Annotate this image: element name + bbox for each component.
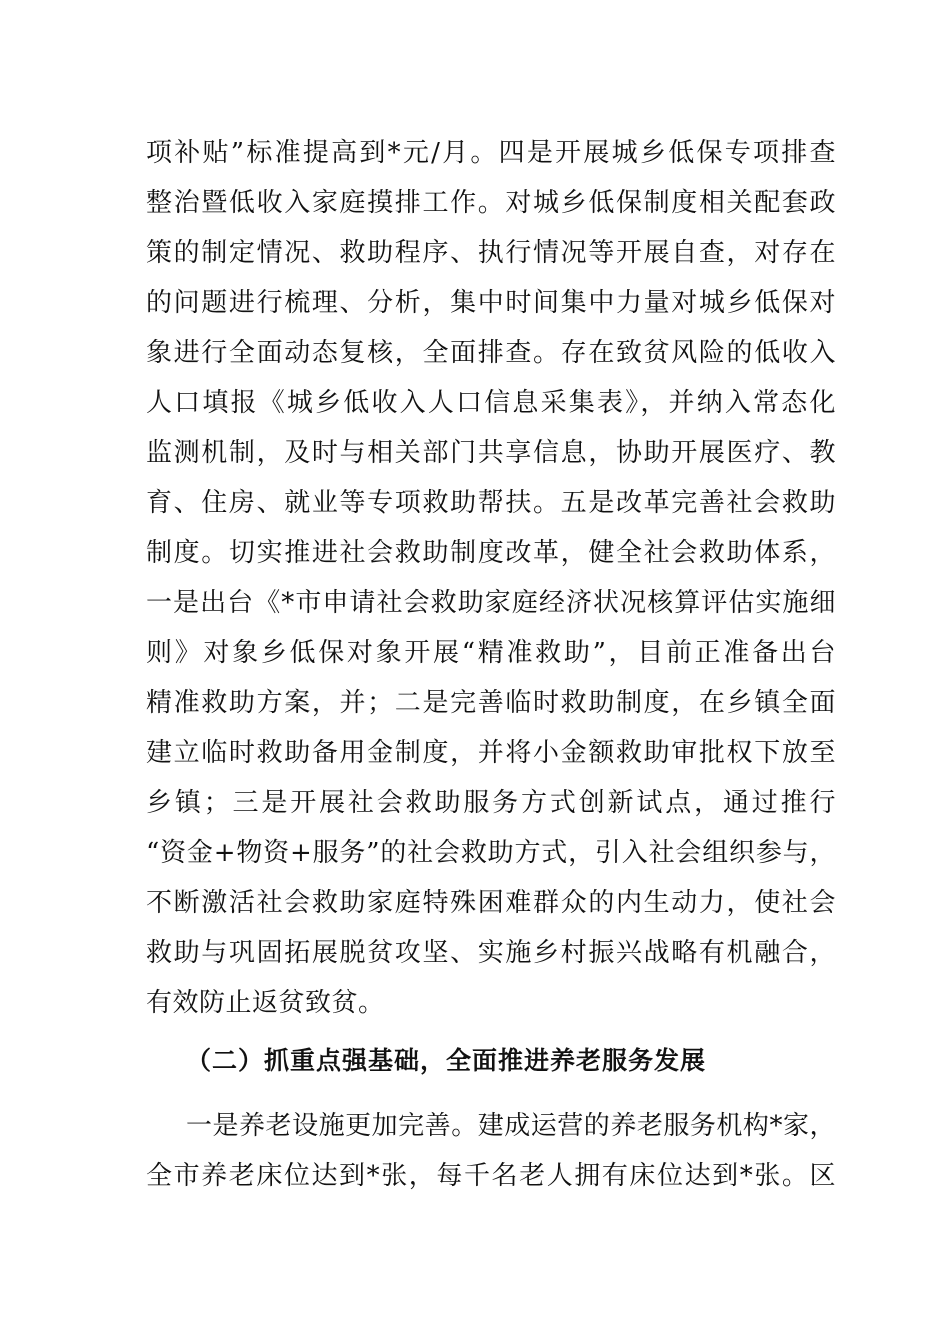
- body-text-line: 救助与巩固拓展脱贫攻坚、实施乡村振兴战略有机融合，: [146, 938, 836, 968]
- body-text-line: 则》对象乡低保对象开展“精准救助”，目前正准备出台: [146, 638, 836, 668]
- body-text-line: 乡镇；三是开展社会救助服务方式创新试点，通过推行: [146, 788, 836, 818]
- body-text-line: 象进行全面动态复核，全面排查。存在致贫风险的低收入: [146, 338, 836, 368]
- body-text-line: 精准救助方案，并；二是完善临时救助制度，在乡镇全面: [146, 688, 836, 718]
- body-text-line: 育、住房、就业等专项救助帮扶。五是改革完善社会救助: [146, 488, 836, 518]
- body-text-line: 制度。切实推进社会救助制度改革，健全社会救助体系，: [146, 538, 836, 568]
- body-text-line: 项补贴”标准提高到*元/月。四是开展城乡低保专项排查: [146, 138, 836, 168]
- body-text-line: 一是出台《*市申请社会救助家庭经济状况核算评估实施细: [146, 588, 836, 618]
- body-text-line: “资金+物资+服务”的社会救助方式，引入社会组织参与，: [146, 838, 836, 868]
- body-text-line: 策的制定情况、救助程序、执行情况等开展自查，对存在: [146, 238, 836, 268]
- body-text-line: 全市养老床位达到*张，每千名老人拥有床位达到*张。区: [146, 1161, 836, 1191]
- body-text-line: 一是养老设施更加完善。建成运营的养老服务机构*家，: [186, 1111, 836, 1141]
- body-text-line: 不断激活社会救助家庭特殊困难群众的内生动力，使社会: [146, 888, 836, 918]
- section-heading: （二）抓重点强基础，全面推进养老服务发展: [186, 1046, 707, 1075]
- body-text-line: 监测机制，及时与相关部门共享信息，协助开展医疗、教: [146, 438, 836, 468]
- body-text-line: 建立临时救助备用金制度，并将小金额救助审批权下放至: [146, 738, 836, 768]
- body-text-line: 有效防止返贫致贫。: [146, 988, 385, 1018]
- body-text-line: 的问题进行梳理、分析，集中时间集中力量对城乡低保对: [146, 288, 836, 318]
- body-text-line: 整治暨低收入家庭摸排工作。对城乡低保制度相关配套政: [146, 188, 836, 218]
- body-text-line: 人口填报《城乡低收入人口信息采集表》，并纳入常态化: [146, 388, 836, 418]
